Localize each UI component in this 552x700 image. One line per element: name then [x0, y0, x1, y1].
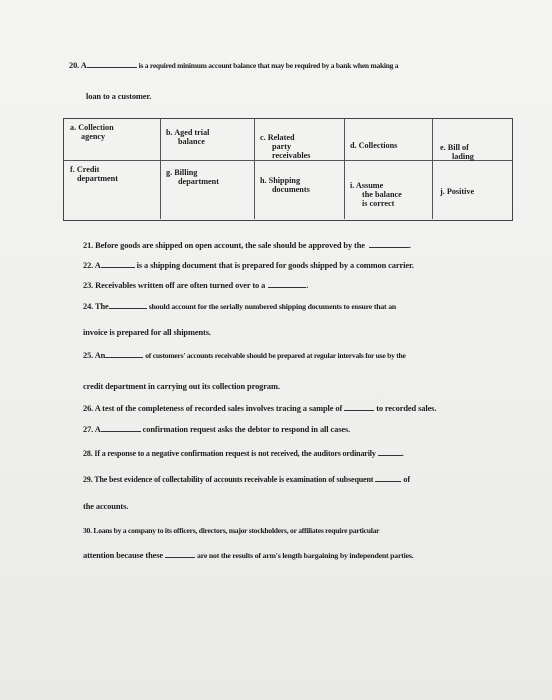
question-28-blank[interactable] — [378, 448, 402, 456]
question-21-text: 21. Before goods are shipped on open account, the sale should be approved by the — [83, 241, 365, 250]
question-25-number: 25. An — [83, 351, 106, 360]
question-25-text: of customers' accounts receivable should be prepared at regular intervals for use by the — [145, 351, 406, 360]
table-divider — [160, 119, 161, 219]
question-20 — [69, 60, 398, 70]
question-27-text: confirmation request asks the debtor to respond in all cases. — [142, 425, 351, 434]
option-c-line: c. Related — [260, 133, 295, 142]
option-i — [350, 181, 402, 208]
question-28 — [83, 448, 404, 458]
question-23 — [83, 280, 308, 290]
option-b-line: balance — [178, 137, 205, 146]
question-22 — [83, 260, 414, 270]
question-21-blank[interactable] — [369, 240, 409, 248]
option-a-line: a. Collection — [70, 123, 114, 132]
question-20-number: 20. A — [69, 61, 87, 70]
option-i-line: i. Assume — [350, 181, 384, 190]
option-c-line: receivables — [272, 151, 311, 160]
answer-options-table — [63, 118, 513, 221]
question-26-end: to recorded sales. — [376, 404, 437, 413]
option-e — [440, 143, 474, 161]
option-g-line: department — [178, 177, 219, 186]
table-divider — [254, 119, 255, 219]
question-30-continuation-start: attention because these — [83, 551, 164, 560]
option-e-line: e. Bill of — [440, 143, 469, 152]
option-d — [350, 141, 397, 150]
option-d-line: d. Collections — [350, 141, 398, 150]
question-20-text: is a required minimum account balance that may be required by a bank when making a — [138, 61, 399, 70]
question-22-text: is a shipping document that is prepared for goods shipped by a common carrier. — [136, 261, 414, 270]
option-j — [440, 187, 474, 196]
question-24-number: 24. The — [83, 302, 109, 311]
option-a-line: agency — [81, 132, 106, 141]
option-i-line: is correct — [362, 199, 395, 208]
question-23-end: . — [306, 281, 309, 290]
question-24-blank[interactable] — [109, 301, 147, 309]
question-21 — [83, 240, 411, 250]
option-h-line: h. Shipping — [260, 176, 301, 185]
question-20-blank[interactable] — [87, 60, 137, 68]
question-21-end: . — [408, 241, 411, 250]
question-24-continuation: invoice is prepared for all shipments. — [83, 328, 211, 337]
option-h-line: documents — [272, 185, 310, 194]
question-25-continuation: credit department in carrying out its collection program. — [83, 382, 280, 391]
question-27 — [83, 424, 350, 434]
question-24 — [83, 301, 396, 311]
question-29 — [83, 474, 410, 484]
option-g — [166, 168, 219, 186]
question-22-blank[interactable] — [101, 260, 135, 268]
question-23-text: 23. Receivables written off are often turned over to a — [83, 281, 266, 290]
question-26-text: 26. A test of the completeness of recorded sales involves tracing a sample of — [83, 404, 343, 413]
question-25-blank[interactable] — [105, 350, 143, 358]
option-i-line: the balance — [362, 190, 402, 199]
question-29-blank[interactable] — [375, 474, 401, 482]
option-b — [166, 128, 209, 146]
question-30-blank[interactable] — [165, 550, 195, 558]
option-c — [260, 133, 311, 160]
question-27-blank[interactable] — [101, 424, 141, 432]
question-23-blank[interactable] — [268, 280, 309, 290]
question-30-text: 30. Loans by a company to its officers, directors, major stockholders, or affiliates require particular — [83, 526, 380, 535]
question-26 — [83, 403, 436, 413]
question-22-number: 22. A — [83, 261, 101, 270]
question-24-text: should account for the serially numbered shipping documents to ensure that an — [148, 302, 397, 311]
question-27-number: 27. A — [83, 425, 101, 434]
option-c-line: party — [272, 142, 292, 151]
option-f-line: f. Credit — [70, 165, 100, 174]
question-29-continuation: the accounts. — [83, 502, 129, 511]
option-g-line: g. Billing — [166, 168, 198, 177]
table-divider — [432, 119, 433, 219]
question-30 — [83, 526, 379, 535]
option-j-line: j. Positive — [440, 187, 475, 196]
question-29-text: 29. The best evidence of collectability of accounts receivable is examination of subsequent — [83, 475, 374, 484]
table-divider — [344, 119, 345, 219]
question-30-continuation-end: are not the results of arm's length bargaining by independent parties. — [197, 551, 414, 560]
option-a — [70, 123, 114, 141]
question-29-end: of — [403, 475, 411, 484]
question-26-blank[interactable] — [344, 403, 374, 411]
option-f-line: department — [77, 174, 118, 183]
question-28-text: 28. If a response to a negative confirmation request is not received, the auditors ordinarily — [83, 449, 376, 458]
question-30-continuation — [83, 550, 413, 560]
option-f — [70, 165, 118, 183]
question-20-continuation: loan to a customer. — [86, 92, 152, 101]
question-25 — [83, 350, 406, 360]
question-28-end: . — [401, 449, 404, 458]
option-e-line: lading — [452, 152, 474, 161]
option-b-line: b. Aged trial — [166, 128, 210, 137]
option-h — [260, 176, 310, 194]
